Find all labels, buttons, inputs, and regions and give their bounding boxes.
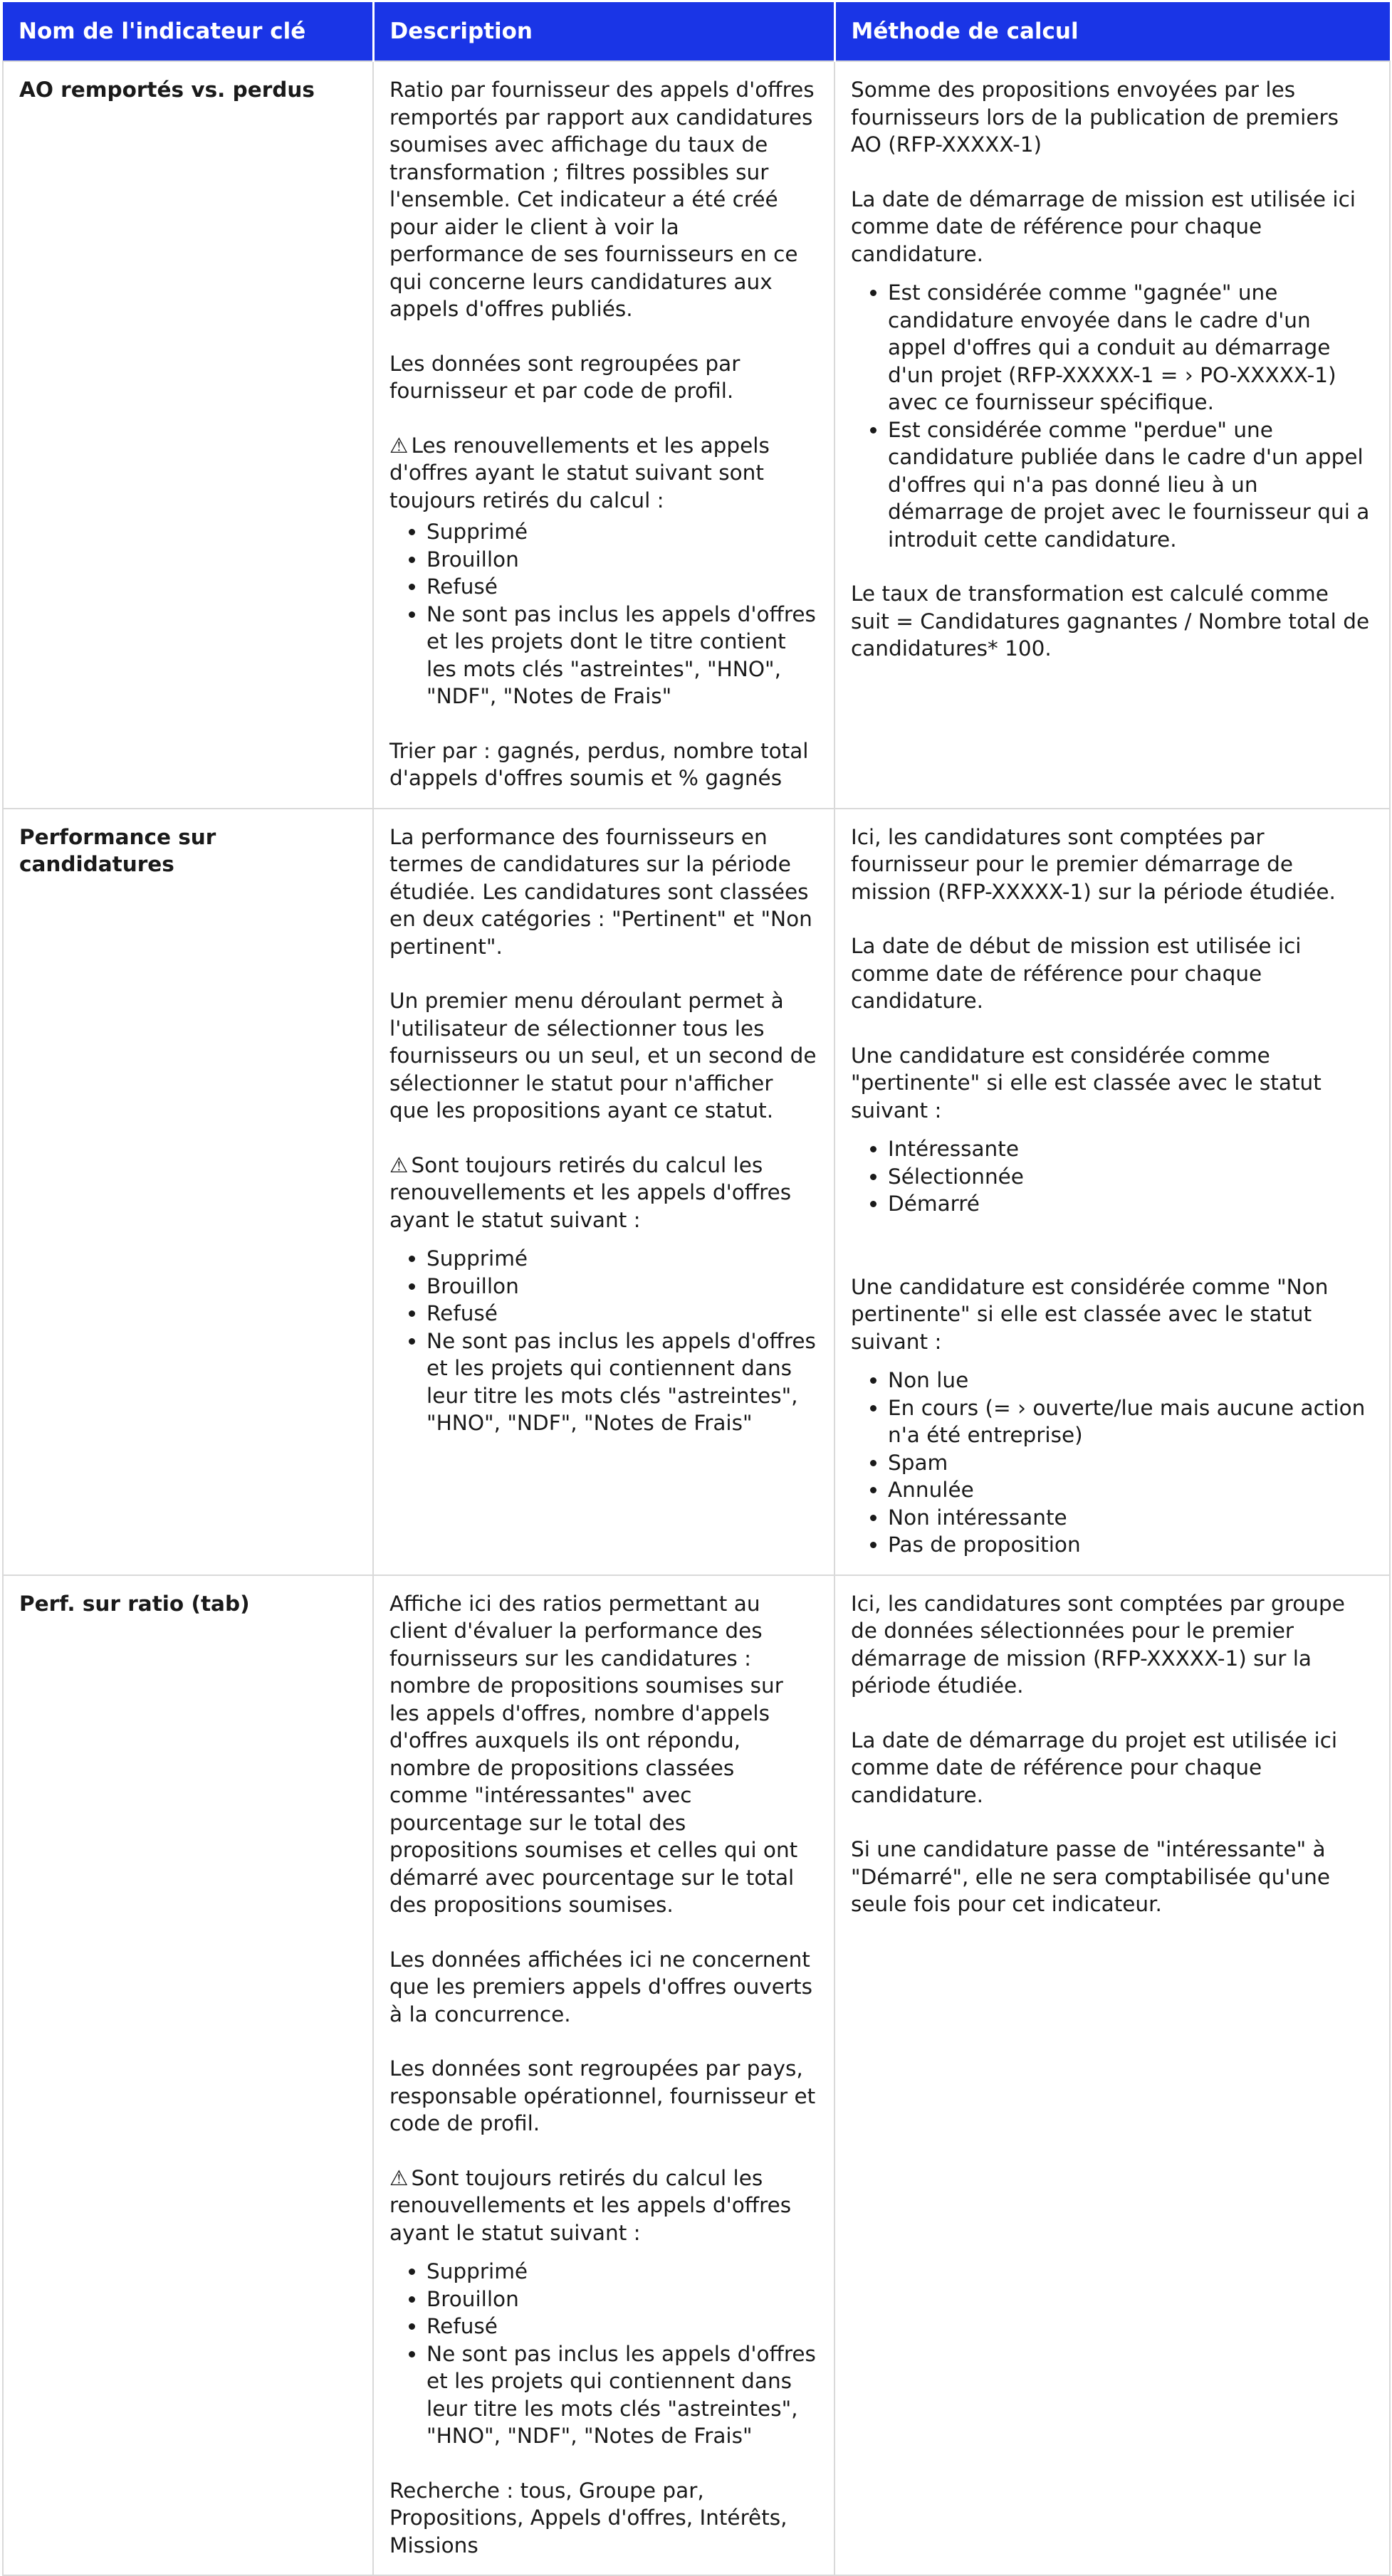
- method-paragraph: Somme des propositions envoyées par les fournisseurs lors de la publication de premiers AO (RFP-XXXXX-1): [851, 78, 1339, 157]
- kpi-name-cell: Perf. sur ratio (tab): [3, 1575, 373, 2576]
- method-paragraph: Une candidature est considérée comme "pertinente" si elle est classée avec le statut suivant :: [851, 1043, 1322, 1123]
- description-paragraph: Ratio par fournisseur des appels d'offres remportés par rapport aux candidatures soumises avec affichage du taux de transformation ; filtres possibles sur l'ensemble. Cet indicateur a été créé pour aider le client à voir la performance de ses fournisseurs en ce qui concerne leurs candidatures aux appels d'offres publiés.: [389, 78, 815, 321]
- description-cell: [373, 809, 834, 1575]
- warning-text: Les renouvellements et les appels d'offres ayant le statut suivant sont toujours retirés du calcul :: [389, 433, 770, 512]
- method-paragraph: Ici, les candidatures sont comptées par fournisseur pour le premier démarrage de mission (RFP-XXXXX-1) sur la période étudiée.: [851, 824, 1336, 904]
- description-paragraph: Les données affichées ici ne concernent que les premiers appels d'offres ouverts à la concurrence.: [389, 1947, 812, 2026]
- method-paragraph: La date de début de mission est utilisée ici comme date de référence pour chaque candidature.: [851, 934, 1302, 1013]
- kpi-table: [2, 2, 1391, 2576]
- warning-icon: ⚠: [389, 1152, 409, 1177]
- warning-note: [389, 432, 818, 515]
- method-paragraph: La date de démarrage du projet est utilisée ici comme date de référence pour chaque candidature.: [851, 1728, 1338, 1807]
- kpi-name-cell: AO remportés vs. perdus: [3, 61, 373, 809]
- description-cell: [373, 61, 834, 809]
- header-description: Description: [373, 2, 834, 61]
- list-item: • Non intéressante: [888, 1504, 1373, 1532]
- method-paragraph: Si une candidature passe de "intéressante" à "Démarré", elle ne sera comptabilisée qu'une seule fois pour cet indicateur.: [851, 1837, 1331, 1916]
- method-paragraph: Ici, les candidatures sont comptées par groupe de données sélectionnées pour le premier démarrage de mission (RFP-XXXXX-1) sur la période étudiée.: [851, 1591, 1345, 1698]
- table-row: [3, 809, 1390, 1575]
- description-cell: [373, 1575, 834, 2576]
- header-row: [3, 2, 1390, 61]
- method-paragraph: La date de démarrage de mission est utilisée ici comme date de référence pour chaque candidature.: [851, 186, 1356, 266]
- list-item: • Brouillon: [427, 1273, 818, 1300]
- warning-text: Sont toujours retirés du calcul les renouvellements et les appels d'offres ayant le statut suivant :: [389, 2165, 792, 2245]
- list-item: • Ne sont pas inclus les appels d'offres et les projets dont le titre contient les mots clés "astreintes", "HNO", "NDF", "Notes de Frais": [427, 601, 818, 710]
- method-paragraph: Une candidature est considérée comme "Non pertinente" si elle est classée avec le statut suivant :: [851, 1274, 1329, 1354]
- method-cell: [834, 809, 1390, 1575]
- relevant-status-list: [851, 1135, 1373, 1218]
- description-paragraph: Trier par : gagnés, perdus, nombre total d'appels d'offres soumis et % gagnés: [389, 738, 809, 790]
- list-item: • Refusé: [427, 2313, 818, 2340]
- table-row: [3, 1575, 1390, 2576]
- table-row: [3, 61, 1390, 809]
- warning-note: [389, 1152, 818, 1234]
- list-item: • Pas de proposition: [888, 1531, 1373, 1559]
- excluded-status-list: [389, 518, 818, 710]
- header-calculation-method: Méthode de calcul: [834, 2, 1390, 61]
- list-item: • Ne sont pas inclus les appels d'offres et les projets qui contiennent dans leur titre les mots clés "astreintes", "HNO", "NDF", "Notes de Frais": [427, 1328, 818, 1437]
- list-item: • Démarré: [888, 1190, 1373, 1218]
- list-item: • Non lue: [888, 1367, 1373, 1394]
- list-item: • Sélectionnée: [888, 1163, 1373, 1191]
- list-item: • Refusé: [427, 573, 818, 601]
- description-paragraph: Les données sont regroupées par pays, responsable opérationnel, fournisseur et code de profil.: [389, 2056, 816, 2135]
- list-item: • Refusé: [427, 1300, 818, 1328]
- list-item: • Supprimé: [427, 518, 818, 546]
- list-item: • Supprimé: [427, 2258, 818, 2286]
- list-item: • Supprimé: [427, 1245, 818, 1273]
- won-lost-definition-list: [851, 279, 1373, 553]
- description-paragraph: Recherche : tous, Groupe par, Propositions, Appels d'offres, Intérêts, Missions: [389, 2478, 787, 2557]
- header-kpi-name: Nom de l'indicateur clé: [3, 2, 373, 61]
- list-item: • Est considérée comme "gagnée" une candidature envoyée dans le cadre d'un appel d'offres qui a conduit au démarrage d'un projet (RFP-XXXXX-1 = › PO-XXXXX-1) avec ce fournisseur spécifique.: [888, 279, 1373, 416]
- method-cell: [834, 61, 1390, 809]
- list-item: • Brouillon: [427, 2286, 818, 2313]
- list-item: • Intéressante: [888, 1135, 1373, 1163]
- description-paragraph: Les données sont regroupées par fournisseur et par code de profil.: [389, 351, 741, 403]
- description-paragraph: La performance des fournisseurs en termes de candidatures sur la période étudiée. Les candidatures sont classées en deux catégories : "Pertinent" et "Non pertinent".: [389, 824, 812, 959]
- list-item: • Ne sont pas inclus les appels d'offres et les projets qui contiennent dans leur titre les mots clés "astreintes", "HNO", "NDF", "Notes de Frais": [427, 2340, 818, 2450]
- list-item: • Est considérée comme "perdue" une candidature publiée dans le cadre d'un appel d'offres qui n'a pas donné lieu à un démarrage de projet avec le fournisseur qui a introduit cette candidature.: [888, 416, 1373, 554]
- excluded-status-list: [389, 1245, 818, 1437]
- warning-icon: ⚠: [389, 2165, 409, 2190]
- list-item: • Annulée: [888, 1476, 1373, 1504]
- excluded-status-list: [389, 2258, 818, 2450]
- method-paragraph: Le taux de transformation est calculé comme suit = Candidatures gagnantes / Nombre total de candidatures* 100.: [851, 582, 1370, 661]
- warning-icon: ⚠: [389, 433, 409, 458]
- description-paragraph: Un premier menu déroulant permet à l'utilisateur de sélectionner tous les fournisseurs ou un seul, et un second de sélectionner le statut pour n'afficher que les propositions ayant ce statut.: [389, 989, 817, 1123]
- list-item: • Spam: [888, 1449, 1373, 1477]
- description-paragraph: Affiche ici des ratios permettant au client d'évaluer la performance des fournisseurs sur les candidatures : nombre de propositions soumises sur les appels d'offres, nombre d'appels d'offres auxquels ils ont répondu, nombre de propositions classées comme "intéressantes" avec pourcentage sur le total des propositions soumises et celles qui ont démarré avec pourcentage sur le total des propositions soumises.: [389, 1591, 798, 1917]
- warning-text: Sont toujours retirés du calcul les renouvellements et les appels d'offres ayant le statut suivant :: [389, 1152, 792, 1232]
- list-item: • Brouillon: [427, 546, 818, 574]
- warning-note: [389, 2165, 818, 2247]
- list-item: • En cours (= › ouverte/lue mais aucune action n'a été entreprise): [888, 1394, 1373, 1449]
- kpi-name-cell: Performance sur candidatures: [3, 809, 373, 1575]
- method-cell: [834, 1575, 1390, 2576]
- table-header: [3, 2, 1390, 61]
- non-relevant-status-list: [851, 1367, 1373, 1559]
